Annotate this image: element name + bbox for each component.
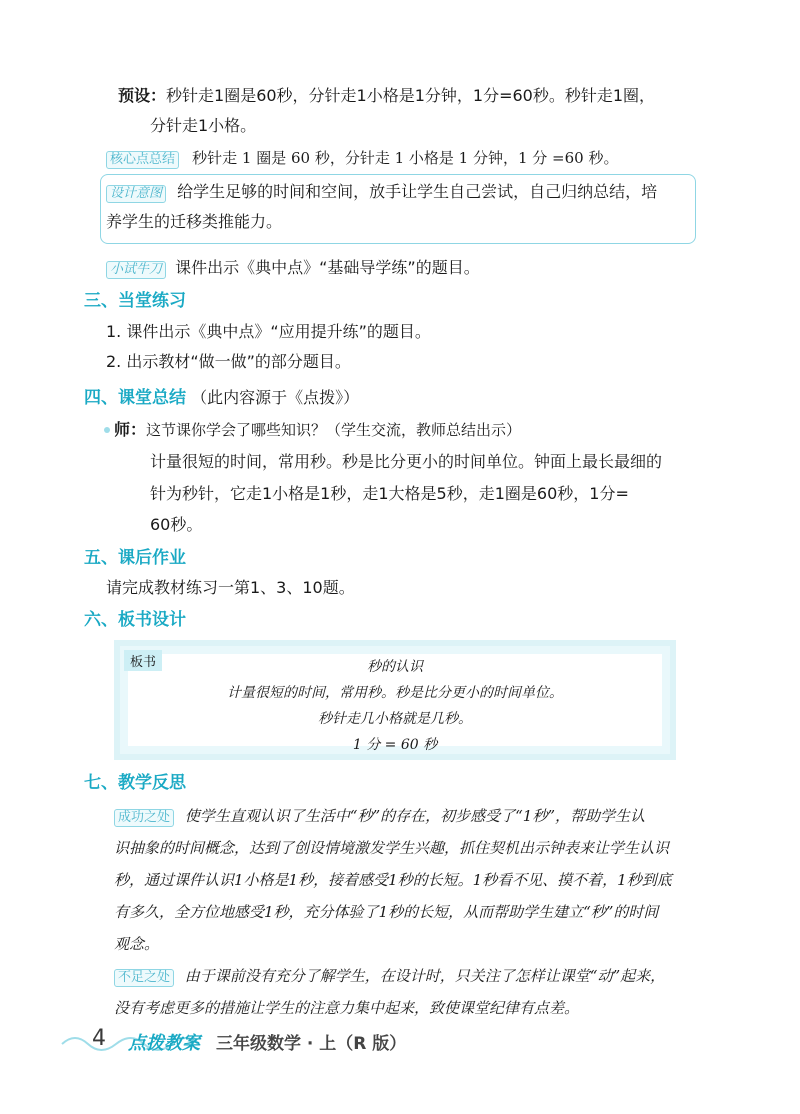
section-3-title: 三、当堂练习 [84,291,186,311]
preset-text: 秒针走1圈是60秒，分针走1小格是1分钟，1分=60秒。秒针走1圈， [166,86,656,105]
section-7-title: 七、教学反思 [84,773,186,793]
board-line-3: 1 分 = 60 秒 [352,737,438,753]
footer-logo: 点拨教案 [128,1033,200,1054]
success-line-2: 识抽象的时间概念，达到了创设情境激发学生兴趣，抓住契机出示钟表来让学生认识 [114,839,670,857]
section-6-title: 六、板书设计 [84,610,186,630]
summary-line-1: 计量很短的时间，常用秒。秒是比分更小的时间单位。钟面上最长最细的 [150,452,663,471]
success-line-4: 有多久，全方位地感受1秒，充分体验了1秒的长短，从而帮助学生建立“秒”的时间 [114,903,659,921]
section-3-item-1: 1. 课件出示《典中点》“应用提升练”的题目。 [106,322,431,341]
blackboard-inner [128,654,662,753]
preset-line-2: 分针走1小格。 [150,116,257,135]
try-it-tag: 小试牛刀 [106,261,166,279]
core-summary-tag: 核心点总结 [106,151,179,169]
try-it [106,258,480,279]
success-text-1: 使学生直观认识了生活中“秒”的存在，初步感受了“1秒”，帮助学生认 [184,807,646,825]
success-line-3: 秒，通过课件认识1小格是1秒，接着感受1秒的长短。1秒看不见、摸不着，1秒到底 [114,871,672,889]
design-intent-line-1 [106,182,657,203]
page-number: 4 [92,1026,106,1051]
core-summary-text: 秒针走 1 圈是 60 秒，分针走 1 小格是 1 分钟，1 分 =60 秒。 [192,149,619,167]
shortcoming-line-2: 没有考虑更多的措施让学生的注意力集中起来，致使课堂纪律有点差。 [114,999,580,1017]
shortcoming-text-1: 由于课前没有充分了解学生，在设计时，只关注了怎样让课堂“动”起来， [184,967,666,985]
shortcoming-line-1 [114,966,665,987]
section-3-item-2: 2. 出示教材“做一做”的部分题目。 [106,352,351,371]
success-tag: 成功之处 [114,809,174,827]
core-summary [106,148,618,169]
section-4-header [84,387,359,409]
preset-label: 预设： [118,86,167,105]
blackboard-tag: 板书 [124,650,162,671]
blackboard-panel [114,640,676,760]
section-4-title: 四、课堂总结 [84,388,186,408]
homework-text: 请完成教材练习一第1、3、10题。 [106,578,355,597]
design-intent-tag: 设计意图 [106,185,166,203]
shortcoming-tag: 不足之处 [114,969,174,987]
success-line-5: 观念。 [114,935,160,953]
bullet-dot-icon [104,427,110,433]
design-intent-line-2: 养学生的迁移类推能力。 [106,212,283,231]
design-intent-text: 给学生足够的时间和空间，放手让学生自己尝试，自己归纳总结，培 [177,182,658,201]
board-line-2: 秒针走几小格就是几秒。 [318,711,472,727]
teacher-text: 这节课你学会了哪些知识？（学生交流，教师总结出示） [146,421,522,439]
summary-line-3: 60秒。 [150,515,203,534]
section-4-note: （此内容源于《点拨》） [191,388,360,407]
section-5-title: 五、课后作业 [84,548,186,568]
footer-grade: 三年级数学 · 上（R 版） [216,1034,407,1054]
board-line-1: 计量很短的时间，常用秒。秒是比分更小的时间单位。 [227,685,563,701]
try-it-text: 课件出示《典中点》“基础导学练”的题目。 [175,258,480,277]
success-line-1 [114,806,645,827]
board-title: 秒的认识 [367,659,423,675]
preset-line-1 [118,86,655,106]
teacher-label: 师： [114,420,147,439]
teacher-line [114,420,521,440]
summary-line-2: 针为秒针，它走1小格是1秒，走1大格是5秒，走1圈是60秒，1分= [150,484,629,503]
